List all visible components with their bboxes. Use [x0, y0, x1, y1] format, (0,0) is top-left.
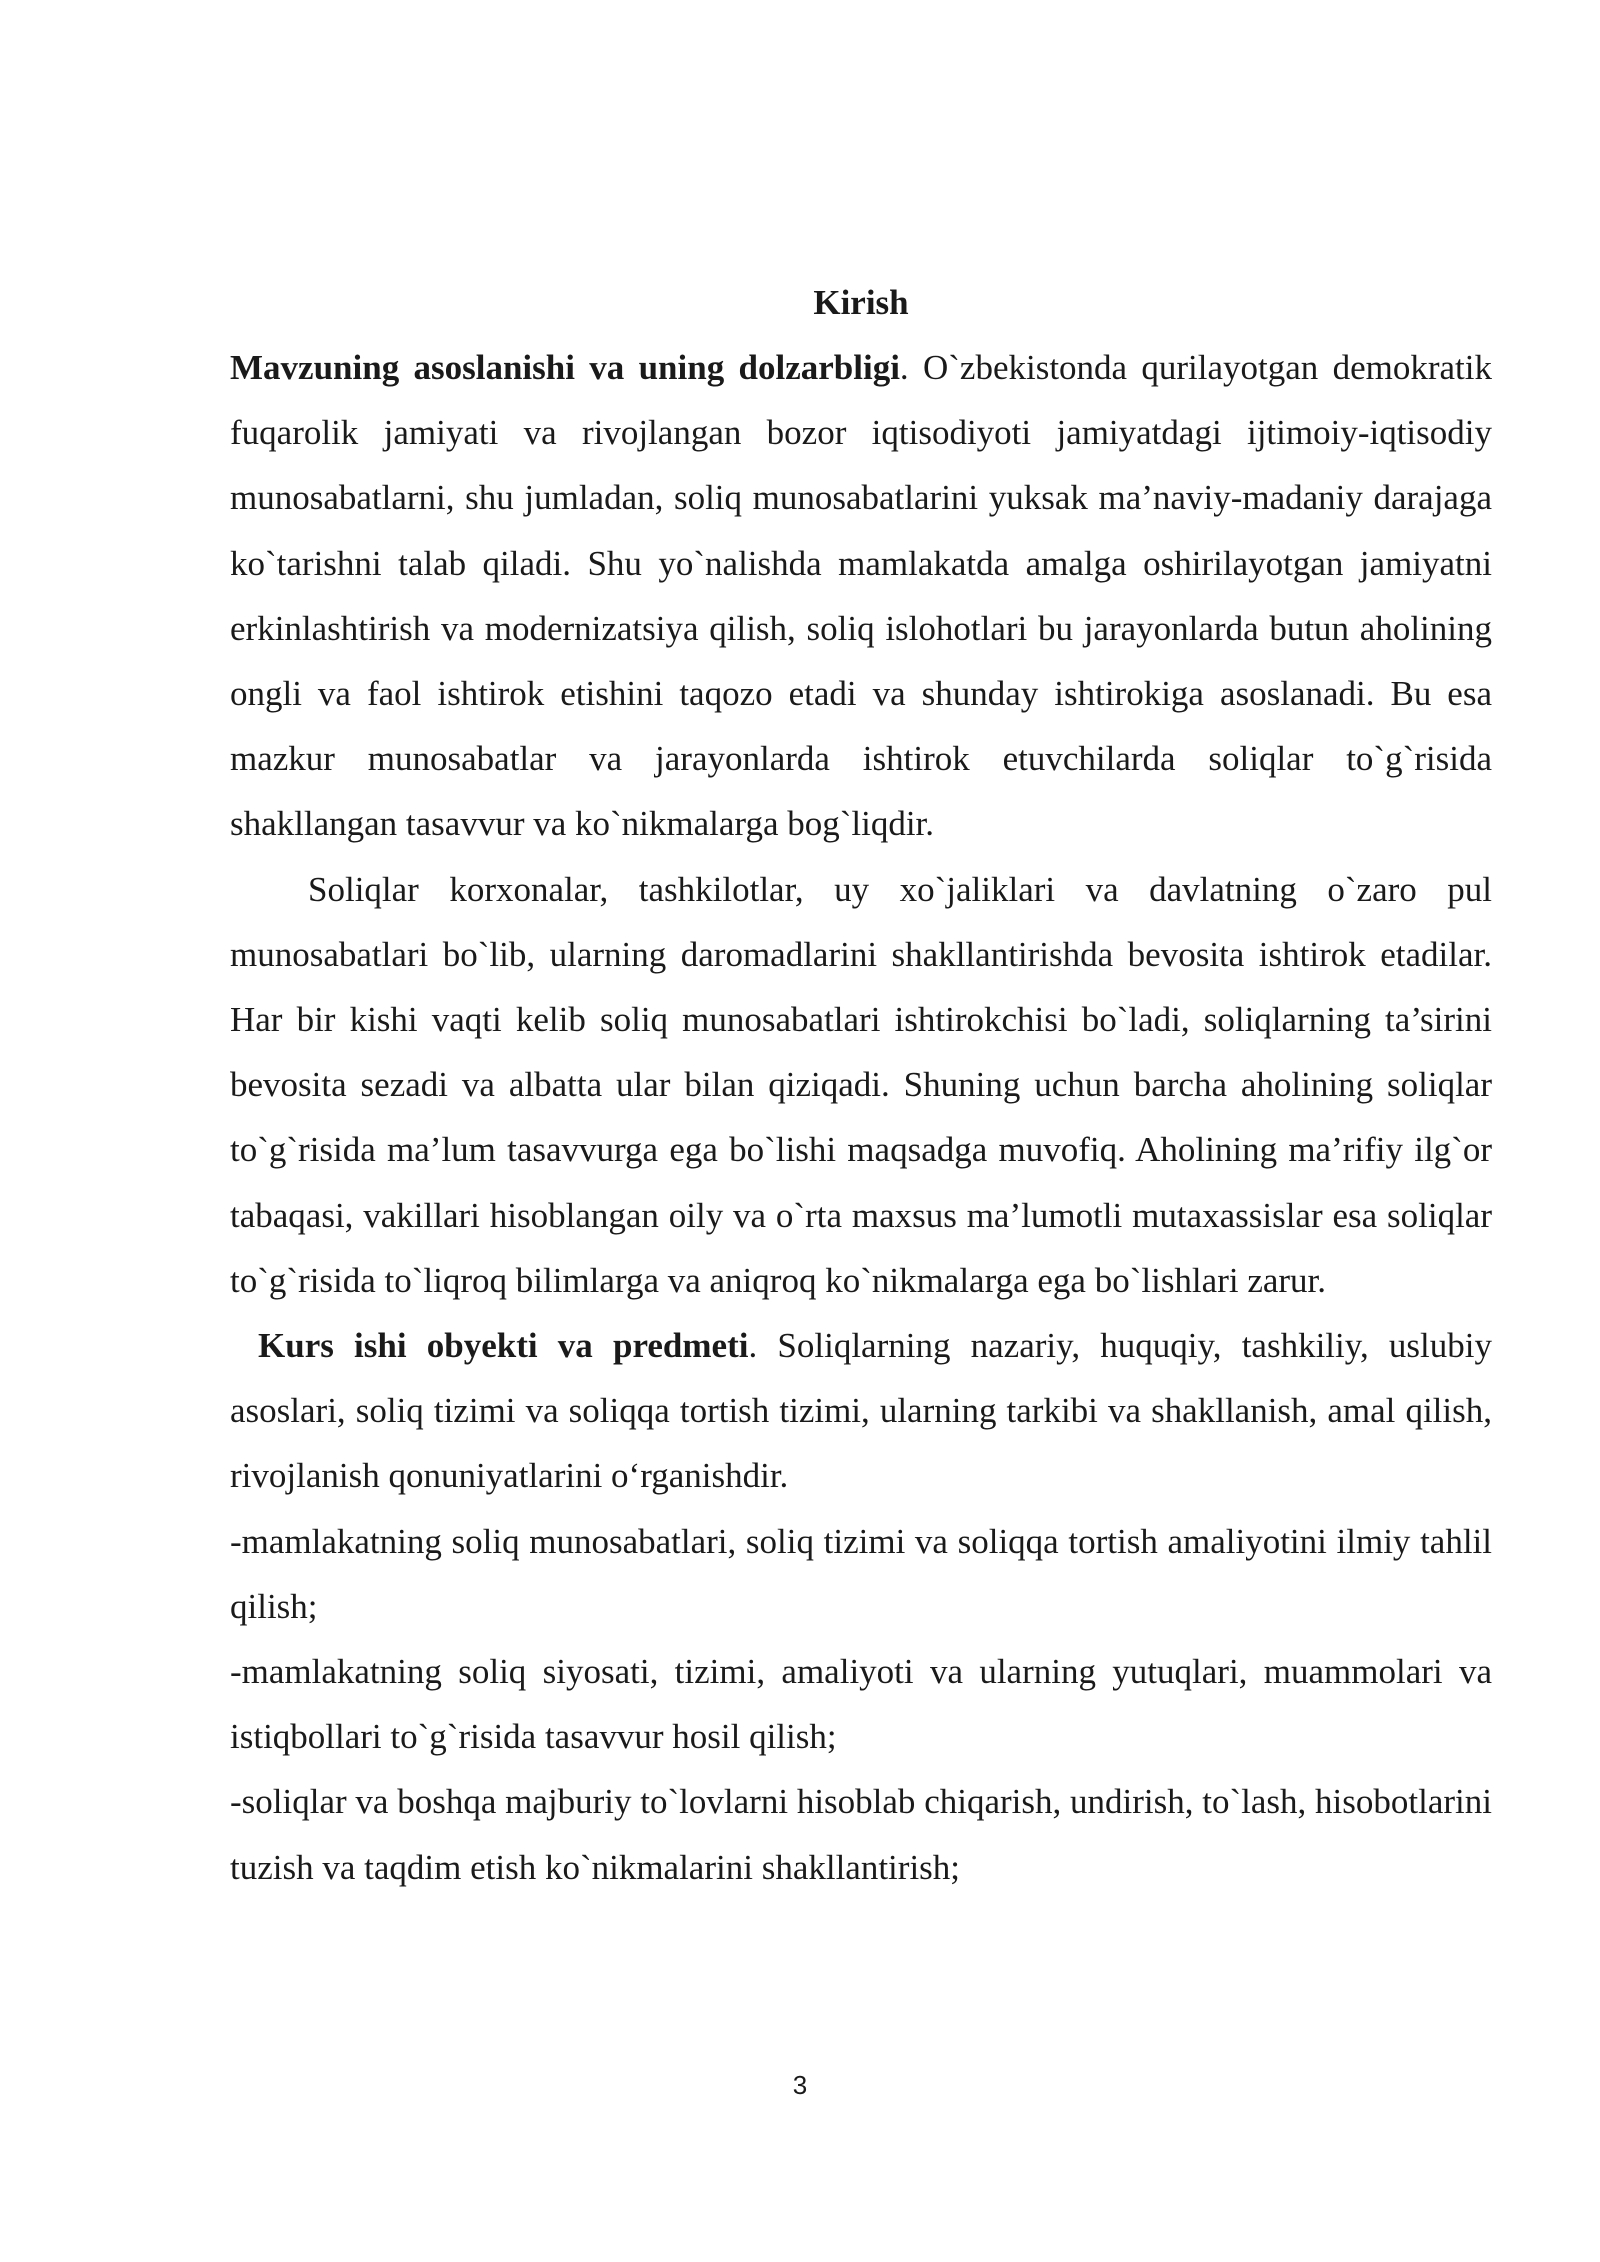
list-item: -mamlakatning soliq munosabatlari, soliq tizimi va soliqqa tortish amaliyotini ilmiy tahlil qilish; [230, 1521, 1492, 1626]
paragraph-object-subject [230, 1313, 1492, 1509]
document-page [230, 270, 1492, 1900]
paragraph-object-subject-lead: Kurs ishi obyekti va predmeti [258, 1326, 749, 1366]
page-title: Kirish [813, 283, 909, 322]
paragraph-taxes: Soliqlar korxonalar, tashkilotlar, uy xo`jaliklari va davlatning o`zaro pul munosabatlari bo`lib, ularning daromadlarini shakllantirishda bevosita ishtirok etadilar. Har bir kishi vaqti kelib soliq munosabatlari ishtirokchisi bo`ladi, soliqlarning ta’sirini bevosita sezadi va albatta ular bilan qiziqadi. Shuning uchun barcha aholining soliqlar to`g`risida ma’lum tasavvurga ega bo`lishi maqsadga muvofiq. Aholining ma’rifiy ilg`or tabaqasi, vakillari hisoblangan oily va o`rta maxsus ma’lumotli mutaxassislar esa soliqlar to`g`risida to`liqroq bilimlarga va aniqroq ko`nikmalarga ega bo`lishlari zarur. [230, 869, 1492, 1300]
paragraph-relevance [230, 335, 1492, 857]
list-item: -mamlakatning soliq siyosati, tizimi, amaliyoti va ularning yutuqlari, muammolari va istiqbollari to`g`risida tasavvur hosil qilish; [230, 1652, 1492, 1757]
paragraph-object-subject-text: . Soliqlarning nazariy, huquqiy, tashkiliy, uslubiy asoslari, soliq tizimi va soliqqa tortish tizimi, ularning tarkibi va shakllanish, amal qilish, rivojlanish qonuniyatlarini o‘rganishdir. [230, 1326, 1492, 1496]
list-item: -soliqlar va boshqa majburiy to`lovlarni hisoblab chiqarish, undirish, to`lash, hisobotlarini tuzish va taqdim etish ko`nikmalarini shakllantirish; [230, 1782, 1492, 1887]
paragraph-relevance-text: . O`zbekistonda qurilayotgan demokratik fuqarolik jamiyati va rivojlangan bozor iqtisodiyoti jamiyatdagi ijtimoiy-iqtisodiy munosabatlarni, shu jumladan, soliq munosabatlarini yuksak ma’naviy-madaniy darajaga ko`tarishni talab qiladi. Shu yo`nalishda mamlakatda amalga oshirilayotgan jamiyatni erkinlashtirish va modernizatsiya qilish, soliq islohotlari bu jarayonlarda butun aholining ongli va faol ishtirok etishini taqozo etadi va shunday ishtirokiga asoslanadi. Bu esa mazkur munosabatlar va jarayonlarda ishtirok etuvchilarda soliqlar to`g`risida shakllangan tasavvur va ko`nikmalarga bog`liqdir. [230, 348, 1493, 844]
paragraph-relevance-lead: Mavzuning asoslanishi va uning dolzarbligi [230, 348, 900, 387]
page-number: 3 [792, 2070, 808, 2100]
